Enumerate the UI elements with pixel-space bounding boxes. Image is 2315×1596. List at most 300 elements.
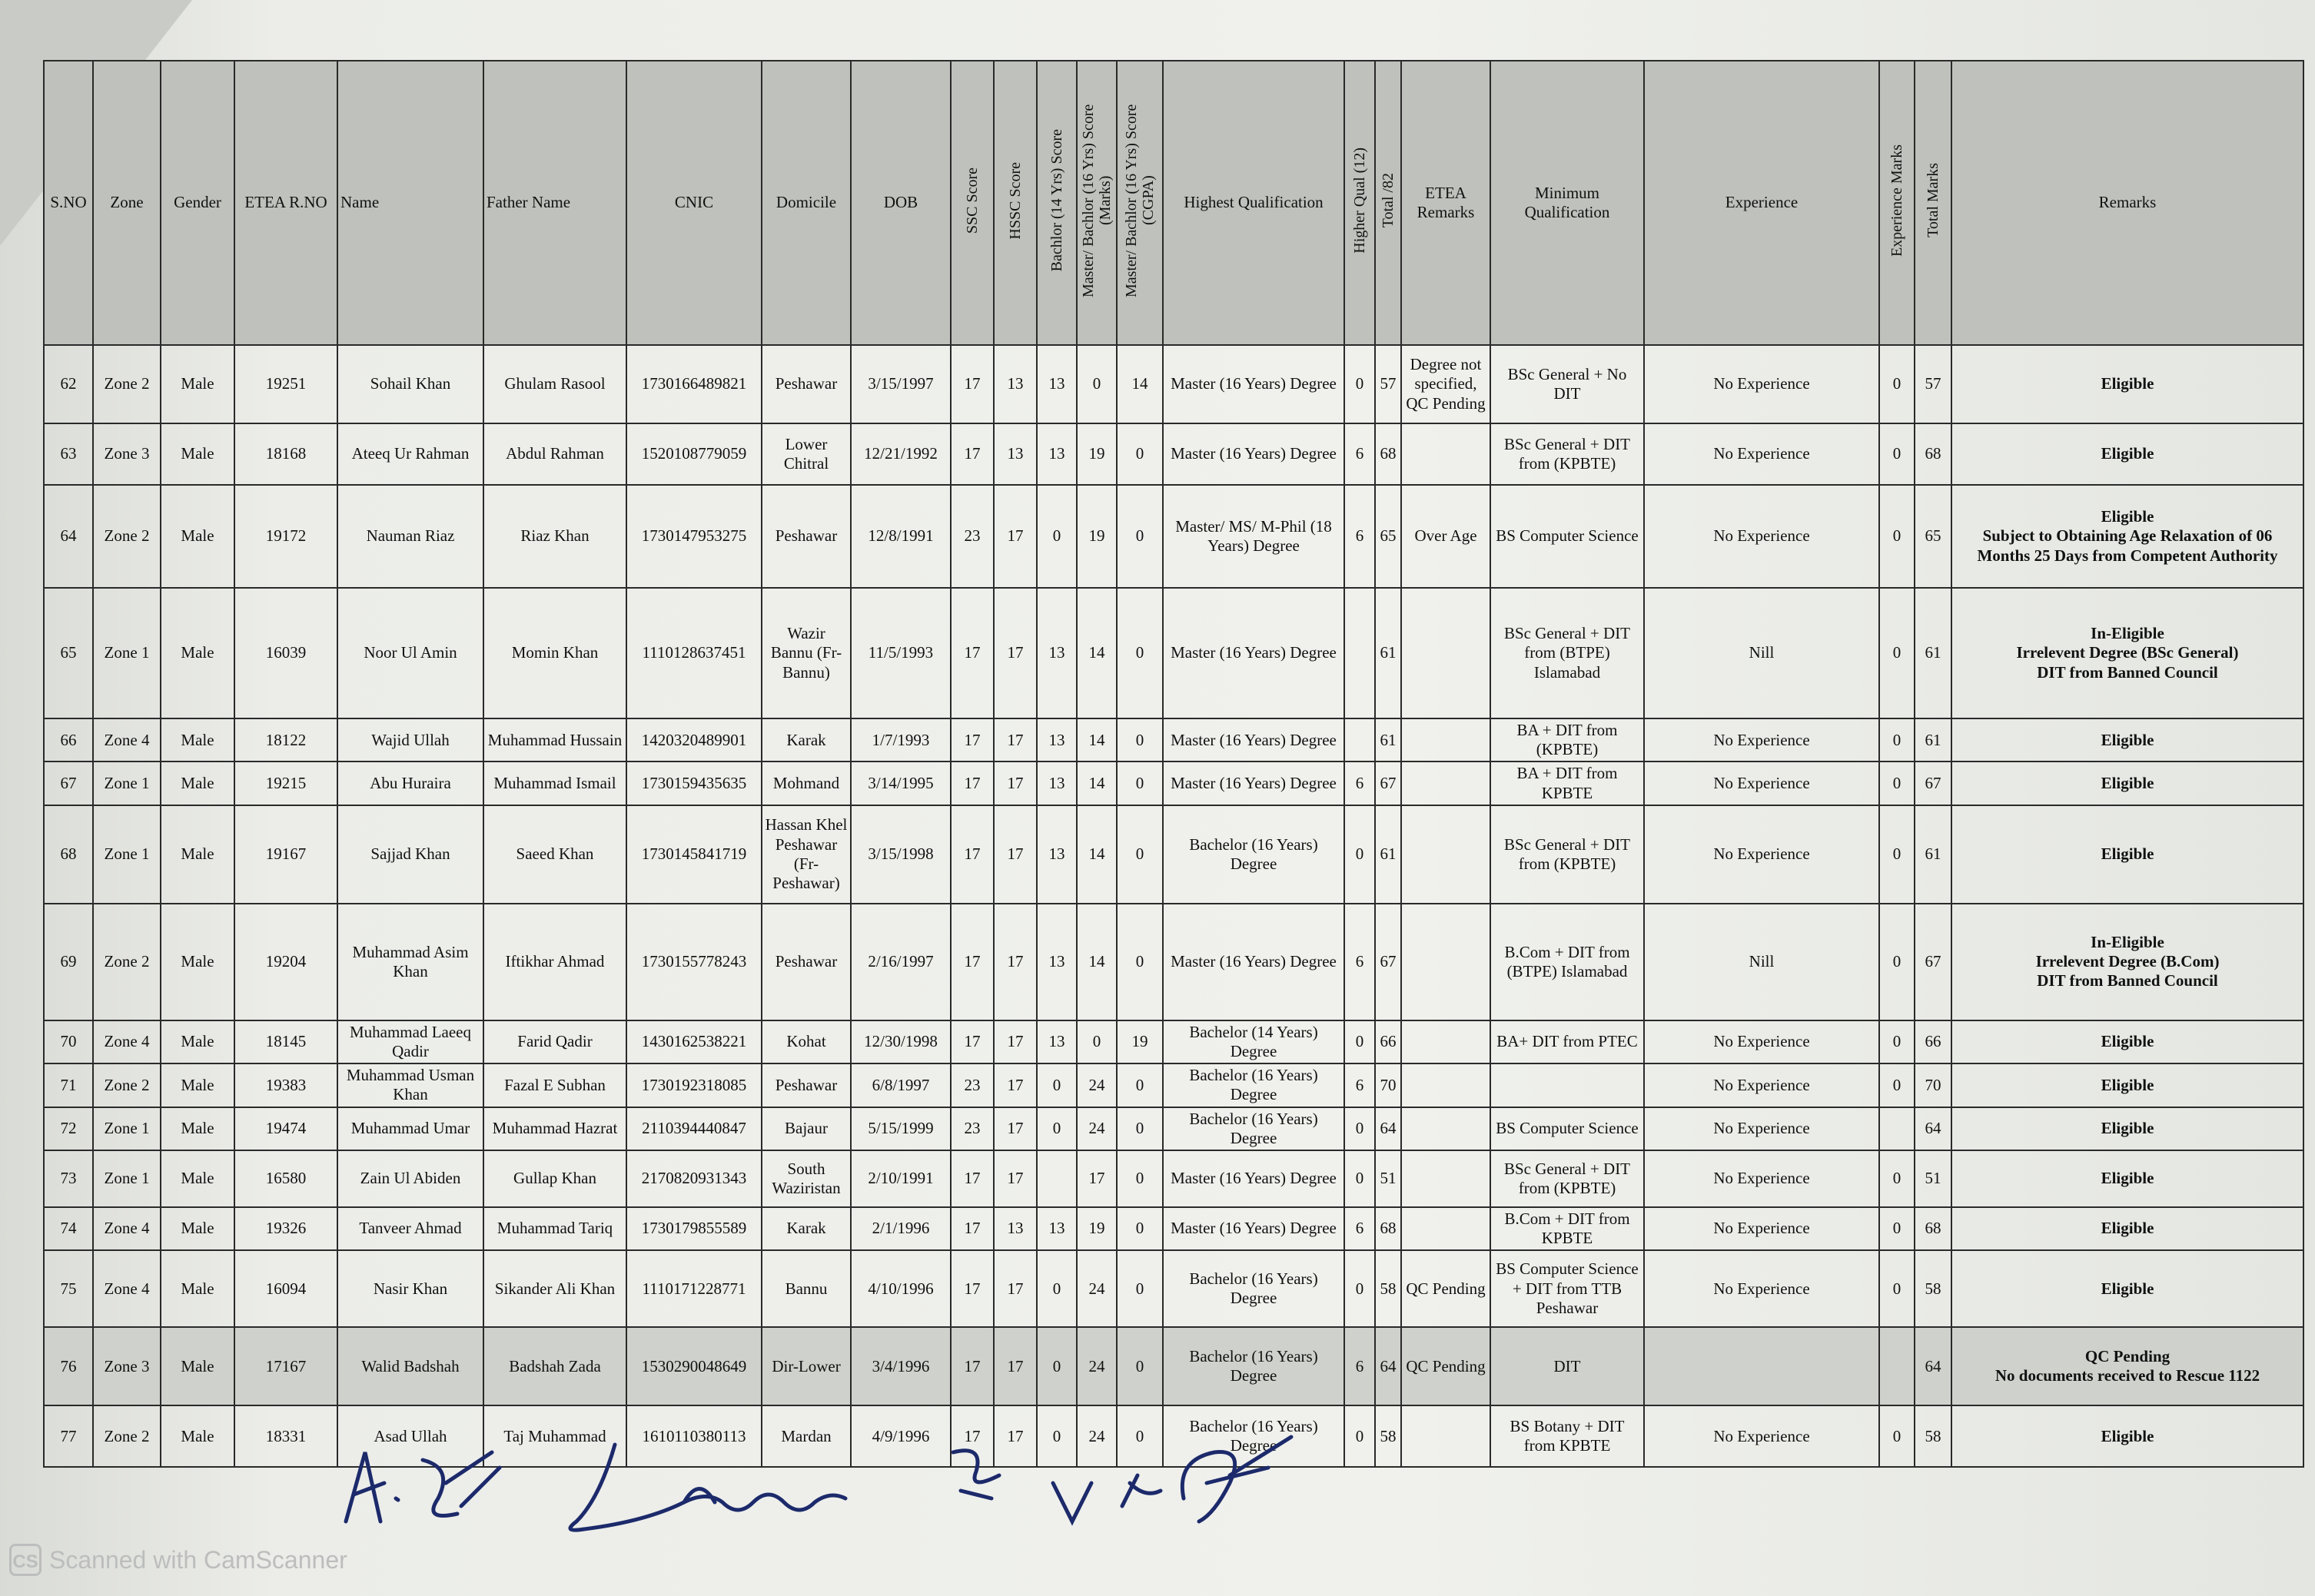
- cell-remarks: In-Eligible Irrelevent Degree (B.Com) DIT from Banned Council: [1951, 904, 2303, 1020]
- cell-min-qual: BSc General + DIT from (KPBTE): [1490, 1150, 1644, 1207]
- cell-cnic: 1730155778243: [626, 904, 762, 1020]
- cell-cnic: 2110394440847: [626, 1107, 762, 1150]
- cell-exp-marks: [1879, 1327, 1915, 1405]
- cell-dob: 12/21/1992: [851, 423, 951, 485]
- cell-hssc: 13: [994, 1207, 1037, 1250]
- cell-name: Nauman Riaz: [337, 485, 483, 588]
- cell-total82: 66: [1375, 1020, 1401, 1063]
- cell-etea-remarks: [1401, 718, 1490, 762]
- cell-experience: No Experience: [1644, 345, 1879, 423]
- cell-min-qual: [1490, 1063, 1644, 1107]
- cell-sno: 74: [44, 1207, 93, 1250]
- cell-gender: Male: [161, 1207, 234, 1250]
- cell-master-marks: 24: [1077, 1063, 1117, 1107]
- cell-etea-remarks: QC Pending: [1401, 1250, 1490, 1327]
- cell-hssc: 17: [994, 1020, 1037, 1063]
- cell-highest-qual: Bachelor (16 Years) Degree: [1163, 805, 1344, 904]
- cell-etea-remarks: [1401, 762, 1490, 805]
- cell-experience: No Experience: [1644, 1250, 1879, 1327]
- cell-father-name: Ghulam Rasool: [483, 345, 626, 423]
- cell-total-marks: 61: [1915, 588, 1951, 718]
- cell-domicile: Kohat: [762, 1020, 851, 1063]
- cell-total82: 61: [1375, 805, 1401, 904]
- cell-father-name: Momin Khan: [483, 588, 626, 718]
- cell-master-cgpa: 0: [1117, 588, 1163, 718]
- cell-etea-rno: 18331: [234, 1405, 337, 1467]
- col-master-marks: [1077, 61, 1117, 345]
- cell-higher-qual: 0: [1344, 1107, 1375, 1150]
- col-master-cgpa: [1117, 61, 1163, 345]
- table-row: [44, 805, 2303, 904]
- cell-father-name: Muhammad Hussain: [483, 718, 626, 762]
- cell-bach14: [1037, 1150, 1077, 1207]
- col-zone: Zone: [93, 61, 161, 345]
- camscanner-logo: CS: [9, 1544, 42, 1576]
- cell-total-marks: 61: [1915, 805, 1951, 904]
- cell-father-name: Muhammad Ismail: [483, 762, 626, 805]
- cell-cnic: 1730192318085: [626, 1063, 762, 1107]
- candidates-table: [43, 60, 2304, 1468]
- cell-master-cgpa: 0: [1117, 1150, 1163, 1207]
- cell-sno: 70: [44, 1020, 93, 1063]
- cell-remarks: Eligible: [1951, 345, 2303, 423]
- table-row: [44, 423, 2303, 485]
- cell-highest-qual: Master (16 Years) Degree: [1163, 904, 1344, 1020]
- cell-dob: 12/8/1991: [851, 485, 951, 588]
- cell-total-marks: 68: [1915, 423, 1951, 485]
- cell-master-cgpa: 0: [1117, 1250, 1163, 1327]
- col-exp-marks-label: Experience Marks: [1888, 144, 1905, 257]
- table-row: [44, 1020, 2303, 1063]
- cell-master-cgpa: 0: [1117, 805, 1163, 904]
- cell-gender: Male: [161, 1063, 234, 1107]
- cell-total-marks: 58: [1915, 1250, 1951, 1327]
- cell-cnic: 1730179855589: [626, 1207, 762, 1250]
- cell-remarks: Eligible: [1951, 1207, 2303, 1250]
- cell-higher-qual: 0: [1344, 805, 1375, 904]
- cell-ssc: 17: [951, 1250, 994, 1327]
- cell-ssc: 17: [951, 345, 994, 423]
- cell-zone: Zone 3: [93, 423, 161, 485]
- cell-name: Muhammad Asim Khan: [337, 904, 483, 1020]
- cell-min-qual: BS Computer Science: [1490, 485, 1644, 588]
- cell-total-marks: 65: [1915, 485, 1951, 588]
- cell-experience: No Experience: [1644, 423, 1879, 485]
- cell-etea-rno: 19215: [234, 762, 337, 805]
- cell-remarks: Eligible: [1951, 1107, 2303, 1150]
- cell-gender: Male: [161, 718, 234, 762]
- cell-domicile: Mardan: [762, 1405, 851, 1467]
- cell-domicile: Peshawar: [762, 345, 851, 423]
- table-row: [44, 904, 2303, 1020]
- table-row: [44, 762, 2303, 805]
- cell-master-marks: 0: [1077, 345, 1117, 423]
- cell-hssc: 17: [994, 1107, 1037, 1150]
- signature-3: [570, 1445, 845, 1530]
- cell-min-qual: BS Botany + DIT from KPBTE: [1490, 1405, 1644, 1467]
- cell-master-cgpa: 0: [1117, 1327, 1163, 1405]
- table-row: [44, 718, 2303, 762]
- cell-name: Noor Ul Amin: [337, 588, 483, 718]
- cell-hssc: 17: [994, 1327, 1037, 1405]
- cell-hssc: 17: [994, 588, 1037, 718]
- cell-domicile: Peshawar: [762, 904, 851, 1020]
- cell-name: Zain Ul Abiden: [337, 1150, 483, 1207]
- cell-sno: 72: [44, 1107, 93, 1150]
- cell-exp-marks: 0: [1879, 718, 1915, 762]
- cell-cnic: 1110171228771: [626, 1250, 762, 1327]
- cell-master-marks: 17: [1077, 1150, 1117, 1207]
- cell-experience: No Experience: [1644, 805, 1879, 904]
- cell-total82: 58: [1375, 1405, 1401, 1467]
- cell-name: Muhammad Laeeq Qadir: [337, 1020, 483, 1063]
- cell-sno: 75: [44, 1250, 93, 1327]
- cell-remarks: Eligible: [1951, 762, 2303, 805]
- cell-etea-remarks: Over Age: [1401, 485, 1490, 588]
- cell-father-name: Gullap Khan: [483, 1150, 626, 1207]
- cell-exp-marks: 0: [1879, 1063, 1915, 1107]
- cell-etea-remarks: [1401, 904, 1490, 1020]
- cell-highest-qual: Bachelor (16 Years) Degree: [1163, 1327, 1344, 1405]
- cell-name: Muhammad Usman Khan: [337, 1063, 483, 1107]
- cell-bach14: 13: [1037, 762, 1077, 805]
- cell-father-name: Saeed Khan: [483, 805, 626, 904]
- cell-zone: Zone 2: [93, 1063, 161, 1107]
- signature-5: [1053, 1475, 1161, 1521]
- cell-hssc: 17: [994, 1150, 1037, 1207]
- cell-experience: No Experience: [1644, 1107, 1879, 1150]
- cell-bach14: 0: [1037, 1405, 1077, 1467]
- cell-sno: 64: [44, 485, 93, 588]
- col-total82: [1375, 61, 1401, 345]
- cell-highest-qual: Master (16 Years) Degree: [1163, 1150, 1344, 1207]
- cell-min-qual: BA + DIT from KPBTE: [1490, 762, 1644, 805]
- cell-higher-qual: [1344, 718, 1375, 762]
- cell-master-marks: 24: [1077, 1327, 1117, 1405]
- cell-exp-marks: 0: [1879, 762, 1915, 805]
- signature-2: [423, 1452, 500, 1516]
- cell-name: Abu Huraira: [337, 762, 483, 805]
- cell-father-name: Muhammad Hazrat: [483, 1107, 626, 1150]
- cell-experience: No Experience: [1644, 1405, 1879, 1467]
- cell-total-marks: 67: [1915, 904, 1951, 1020]
- cell-higher-qual: 0: [1344, 1405, 1375, 1467]
- cell-highest-qual: Master (16 Years) Degree: [1163, 588, 1344, 718]
- cell-etea-rno: 18168: [234, 423, 337, 485]
- cell-domicile: Bannu: [762, 1250, 851, 1327]
- cell-etea-rno: 18122: [234, 718, 337, 762]
- cell-etea-rno: 17167: [234, 1327, 337, 1405]
- col-total82-label: Total /82: [1380, 173, 1397, 228]
- cell-bach14: 13: [1037, 718, 1077, 762]
- cell-etea-rno: 19167: [234, 805, 337, 904]
- cell-min-qual: BS Computer Science + DIT from TTB Peshawar: [1490, 1250, 1644, 1327]
- col-bach14-label: Bachlor (14 Yrs) Score: [1048, 129, 1065, 272]
- cell-gender: Male: [161, 423, 234, 485]
- cell-master-marks: 19: [1077, 1207, 1117, 1250]
- cell-father-name: Abdul Rahman: [483, 423, 626, 485]
- header-row: [44, 61, 2303, 345]
- cell-min-qual: BSc General + DIT from (KPBTE): [1490, 423, 1644, 485]
- col-father-name: Father Name: [483, 61, 626, 345]
- cell-gender: Male: [161, 1150, 234, 1207]
- cell-experience: No Experience: [1644, 762, 1879, 805]
- cell-sno: 66: [44, 718, 93, 762]
- cell-etea-rno: 19204: [234, 904, 337, 1020]
- col-total-marks: [1915, 61, 1951, 345]
- cell-dob: 3/14/1995: [851, 762, 951, 805]
- cell-ssc: 17: [951, 805, 994, 904]
- cell-higher-qual: 6: [1344, 762, 1375, 805]
- cell-etea-remarks: Degree not specified, QC Pending: [1401, 345, 1490, 423]
- cell-dob: 11/5/1993: [851, 588, 951, 718]
- cell-higher-qual: 6: [1344, 1207, 1375, 1250]
- cell-min-qual: B.Com + DIT from (BTPE) Islamabad: [1490, 904, 1644, 1020]
- cell-master-cgpa: 0: [1117, 1107, 1163, 1150]
- cell-experience: No Experience: [1644, 1150, 1879, 1207]
- cell-highest-qual: Master (16 Years) Degree: [1163, 718, 1344, 762]
- cell-remarks: Eligible: [1951, 1020, 2303, 1063]
- col-master-cgpa-label: Master/ Bachlor (16 Yrs) Score (CGPA): [1123, 104, 1157, 297]
- cell-remarks: Eligible: [1951, 1063, 2303, 1107]
- cell-zone: Zone 1: [93, 1150, 161, 1207]
- cell-higher-qual: 6: [1344, 423, 1375, 485]
- cell-total-marks: 64: [1915, 1107, 1951, 1150]
- col-ssc-label: SSC Score: [964, 167, 981, 234]
- cell-bach14: 13: [1037, 805, 1077, 904]
- cell-dob: 6/8/1997: [851, 1063, 951, 1107]
- col-exp-marks: [1879, 61, 1915, 345]
- cell-cnic: 1520108779059: [626, 423, 762, 485]
- cell-higher-qual: 0: [1344, 1250, 1375, 1327]
- cell-total-marks: 58: [1915, 1405, 1951, 1467]
- cell-sno: 73: [44, 1150, 93, 1207]
- col-ssc: [951, 61, 994, 345]
- col-dob: DOB: [851, 61, 951, 345]
- cell-exp-marks: 0: [1879, 805, 1915, 904]
- cell-etea-rno: 16039: [234, 588, 337, 718]
- cell-exp-marks: 0: [1879, 345, 1915, 423]
- cell-master-marks: 0: [1077, 1020, 1117, 1063]
- cell-gender: Male: [161, 1405, 234, 1467]
- col-etea-remarks: ETEA Remarks: [1401, 61, 1490, 345]
- cell-exp-marks: 0: [1879, 904, 1915, 1020]
- cell-etea-rno: 16580: [234, 1150, 337, 1207]
- cell-gender: Male: [161, 1107, 234, 1150]
- cell-name: Wajid Ullah: [337, 718, 483, 762]
- cell-domicile: Wazir Bannu (Fr-Bannu): [762, 588, 851, 718]
- cell-exp-marks: 0: [1879, 423, 1915, 485]
- cell-remarks: Eligible: [1951, 1405, 2303, 1467]
- cell-exp-marks: 0: [1879, 1020, 1915, 1063]
- cell-exp-marks: 0: [1879, 1405, 1915, 1467]
- cell-exp-marks: 0: [1879, 1150, 1915, 1207]
- cell-zone: Zone 4: [93, 1020, 161, 1063]
- cell-dob: 4/10/1996: [851, 1250, 951, 1327]
- cell-domicile: Lower Chitral: [762, 423, 851, 485]
- cell-hssc: 17: [994, 805, 1037, 904]
- cell-total82: 61: [1375, 588, 1401, 718]
- cell-total82: 51: [1375, 1150, 1401, 1207]
- cell-domicile: Karak: [762, 1207, 851, 1250]
- cell-master-marks: 19: [1077, 485, 1117, 588]
- cell-exp-marks: [1879, 1107, 1915, 1150]
- cell-master-cgpa: 0: [1117, 1207, 1163, 1250]
- table-row: [44, 588, 2303, 718]
- cell-domicile: Mohmand: [762, 762, 851, 805]
- cell-experience: No Experience: [1644, 1207, 1879, 1250]
- col-cnic: CNIC: [626, 61, 762, 345]
- cell-dob: 2/16/1997: [851, 904, 951, 1020]
- cell-dob: 2/1/1996: [851, 1207, 951, 1250]
- cell-total-marks: 70: [1915, 1063, 1951, 1107]
- cell-zone: Zone 3: [93, 1327, 161, 1405]
- cell-domicile: Karak: [762, 718, 851, 762]
- cell-bach14: 13: [1037, 1020, 1077, 1063]
- cell-hssc: 17: [994, 1405, 1037, 1467]
- cell-experience: No Experience: [1644, 718, 1879, 762]
- cell-bach14: 13: [1037, 904, 1077, 1020]
- cell-total82: 61: [1375, 718, 1401, 762]
- cell-total-marks: 51: [1915, 1150, 1951, 1207]
- cell-sno: 62: [44, 345, 93, 423]
- col-name: Name: [337, 61, 483, 345]
- cell-zone: Zone 2: [93, 345, 161, 423]
- cell-remarks: Eligible: [1951, 1150, 2303, 1207]
- cell-etea-remarks: [1401, 805, 1490, 904]
- cell-etea-remarks: [1401, 1150, 1490, 1207]
- cell-higher-qual: 0: [1344, 1150, 1375, 1207]
- cell-higher-qual: [1344, 588, 1375, 718]
- cell-experience: No Experience: [1644, 1020, 1879, 1063]
- table-row: [44, 1207, 2303, 1250]
- cell-zone: Zone 1: [93, 588, 161, 718]
- cell-total82: 68: [1375, 1207, 1401, 1250]
- cell-name: Ateeq Ur Rahman: [337, 423, 483, 485]
- cell-domicile: Bajaur: [762, 1107, 851, 1150]
- cell-gender: Male: [161, 588, 234, 718]
- cell-master-marks: 14: [1077, 904, 1117, 1020]
- cell-master-cgpa: 14: [1117, 345, 1163, 423]
- col-highest-qual: Highest Qualification: [1163, 61, 1344, 345]
- cell-zone: Zone 2: [93, 485, 161, 588]
- table-row: [44, 345, 2303, 423]
- cell-sno: 69: [44, 904, 93, 1020]
- cell-master-marks: 24: [1077, 1405, 1117, 1467]
- cell-remarks: Eligible: [1951, 423, 2303, 485]
- cell-cnic: 2170820931343: [626, 1150, 762, 1207]
- table-row: [44, 1063, 2303, 1107]
- cell-remarks: Eligible Subject to Obtaining Age Relaxation of 06 Months 25 Days from Competent Authority: [1951, 485, 2303, 588]
- cell-zone: Zone 2: [93, 904, 161, 1020]
- cell-exp-marks: 0: [1879, 485, 1915, 588]
- cell-min-qual: BS Computer Science: [1490, 1107, 1644, 1150]
- cell-zone: Zone 4: [93, 718, 161, 762]
- cell-highest-qual: Bachelor (16 Years) Degree: [1163, 1063, 1344, 1107]
- cell-father-name: Riaz Khan: [483, 485, 626, 588]
- cell-total-marks: 66: [1915, 1020, 1951, 1063]
- cell-remarks: Eligible: [1951, 718, 2303, 762]
- cell-name: Muhammad Umar: [337, 1107, 483, 1150]
- cell-master-marks: 19: [1077, 423, 1117, 485]
- cell-hssc: 17: [994, 1063, 1037, 1107]
- cell-cnic: 1730166489821: [626, 345, 762, 423]
- cell-higher-qual: 0: [1344, 345, 1375, 423]
- cell-gender: Male: [161, 345, 234, 423]
- cell-etea-rno: 19172: [234, 485, 337, 588]
- table-row: [44, 1150, 2303, 1207]
- cell-father-name: Taj Muhammad: [483, 1405, 626, 1467]
- cell-min-qual: BA + DIT from (KPBTE): [1490, 718, 1644, 762]
- cell-ssc: 17: [951, 904, 994, 1020]
- cell-experience: No Experience: [1644, 485, 1879, 588]
- cell-bach14: 0: [1037, 1063, 1077, 1107]
- cell-gender: Male: [161, 485, 234, 588]
- cell-ssc: 23: [951, 1063, 994, 1107]
- cell-dob: 5/15/1999: [851, 1107, 951, 1150]
- cell-total82: 64: [1375, 1327, 1401, 1405]
- cell-dob: 4/9/1996: [851, 1405, 951, 1467]
- cell-cnic: 1730145841719: [626, 805, 762, 904]
- cell-cnic: 1530290048649: [626, 1327, 762, 1405]
- cell-ssc: 17: [951, 762, 994, 805]
- cell-dob: 12/30/1998: [851, 1020, 951, 1063]
- cell-ssc: 17: [951, 1207, 994, 1250]
- cell-father-name: Iftikhar Ahmad: [483, 904, 626, 1020]
- cell-master-cgpa: 0: [1117, 718, 1163, 762]
- col-hssc-label: HSSC Score: [1007, 161, 1024, 240]
- cell-master-cgpa: 19: [1117, 1020, 1163, 1063]
- cell-father-name: Fazal E Subhan: [483, 1063, 626, 1107]
- cell-zone: Zone 1: [93, 1107, 161, 1150]
- col-etea-rno: ETEA R.NO: [234, 61, 337, 345]
- col-min-qual: Minimum Qualification: [1490, 61, 1644, 345]
- cell-etea-rno: 19474: [234, 1107, 337, 1150]
- cell-hssc: 13: [994, 345, 1037, 423]
- cell-master-marks: 14: [1077, 718, 1117, 762]
- cell-gender: Male: [161, 1020, 234, 1063]
- cell-sno: 65: [44, 588, 93, 718]
- cell-total82: 70: [1375, 1063, 1401, 1107]
- cell-min-qual: BSc General + DIT from (KPBTE): [1490, 805, 1644, 904]
- cell-experience: [1644, 1327, 1879, 1405]
- table-body: [44, 345, 2303, 1467]
- cell-exp-marks: 0: [1879, 1207, 1915, 1250]
- cell-zone: Zone 4: [93, 1207, 161, 1250]
- cell-hssc: 17: [994, 485, 1037, 588]
- cell-domicile: Peshawar: [762, 1063, 851, 1107]
- cell-higher-qual: 0: [1344, 1020, 1375, 1063]
- cell-total82: 67: [1375, 904, 1401, 1020]
- cell-zone: Zone 1: [93, 805, 161, 904]
- col-remarks: Remarks: [1951, 61, 2303, 345]
- cell-domicile: Peshawar: [762, 485, 851, 588]
- cell-remarks: QC Pending No documents received to Rescue 1122: [1951, 1327, 2303, 1405]
- cell-higher-qual: 6: [1344, 904, 1375, 1020]
- cell-remarks: In-Eligible Irrelevent Degree (BSc General) DIT from Banned Council: [1951, 588, 2303, 718]
- cell-name: Sajjad Khan: [337, 805, 483, 904]
- cell-domicile: Dir-Lower: [762, 1327, 851, 1405]
- cell-min-qual: BSc General + DIT from (BTPE) Islamabad: [1490, 588, 1644, 718]
- cell-etea-rno: 19326: [234, 1207, 337, 1250]
- cell-hssc: 17: [994, 762, 1037, 805]
- cell-dob: 2/10/1991: [851, 1150, 951, 1207]
- cell-master-cgpa: 0: [1117, 1405, 1163, 1467]
- cell-ssc: 17: [951, 588, 994, 718]
- cell-hssc: 13: [994, 423, 1037, 485]
- cell-cnic: 1420320489901: [626, 718, 762, 762]
- cell-bach14: 0: [1037, 1327, 1077, 1405]
